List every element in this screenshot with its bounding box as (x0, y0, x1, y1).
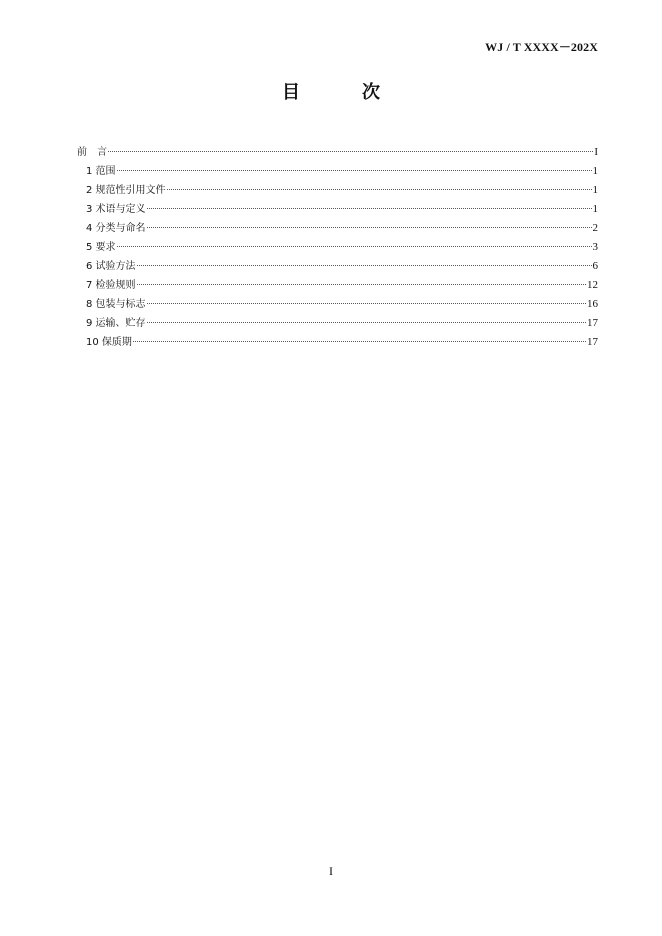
toc-entry-page: 1 (592, 165, 598, 177)
toc-entry-inspection-rules[interactable] (77, 276, 598, 295)
toc-entry-scope[interactable] (77, 162, 598, 181)
page-number: I (329, 864, 333, 878)
toc-entry-page: 17 (587, 317, 598, 329)
toc-entry-label: 4 分类与命名 (86, 223, 146, 234)
toc-leader-dots (137, 284, 586, 285)
toc-entry-page: 1 (592, 184, 598, 196)
toc-entry-label: 1 范围 (86, 166, 116, 177)
document-code: WJ / T XXXX－202X (485, 40, 598, 54)
toc-entry-page: 12 (587, 279, 598, 291)
toc-entry-test-methods[interactable] (77, 257, 598, 276)
toc-entry-label: 5 要求 (86, 242, 116, 253)
toc-leader-dots (147, 303, 586, 304)
toc-entry-foreword[interactable] (77, 143, 598, 162)
toc-entry-transport-storage[interactable] (77, 314, 598, 333)
toc-leader-dots (147, 322, 586, 323)
toc-entry-requirements[interactable] (77, 238, 598, 257)
toc-entry-label: 6 试验方法 (86, 261, 136, 272)
toc-leader-dots (167, 189, 592, 190)
toc-leader-dots (117, 170, 592, 171)
toc-entry-label: 9 运输、贮存 (86, 318, 146, 329)
toc-entry-label: 7 检验规则 (86, 280, 136, 291)
toc-entry-classification[interactable] (77, 219, 598, 238)
toc-leader-dots (133, 341, 586, 342)
toc-entry-label: 2 规范性引用文件 (86, 185, 166, 196)
toc-entry-page: 2 (592, 222, 598, 234)
toc-leader-dots (117, 246, 592, 247)
toc-entry-page: 16 (587, 298, 598, 310)
toc-entry-label: 10 保质期 (86, 337, 132, 348)
toc-entry-packaging-marking[interactable] (77, 295, 598, 314)
table-of-contents (77, 143, 598, 352)
toc-title: 目 次 (282, 82, 402, 103)
toc-leader-dots (147, 227, 592, 228)
toc-leader-dots (108, 151, 593, 152)
toc-leader-dots (137, 265, 592, 266)
toc-entry-normative-references[interactable] (77, 181, 598, 200)
toc-entry-page: 6 (592, 260, 598, 272)
toc-entry-page: I (594, 146, 598, 158)
toc-entry-shelf-life[interactable] (77, 333, 598, 352)
toc-entry-label: 8 包装与标志 (86, 299, 146, 310)
toc-leader-dots (147, 208, 592, 209)
toc-entry-terms-definitions[interactable] (77, 200, 598, 219)
toc-entry-label: 3 术语与定义 (86, 204, 146, 215)
toc-entry-label: 前 言 (77, 147, 107, 158)
toc-entry-page: 3 (592, 241, 598, 253)
toc-entry-page: 1 (592, 203, 598, 215)
toc-entry-page: 17 (587, 336, 598, 348)
